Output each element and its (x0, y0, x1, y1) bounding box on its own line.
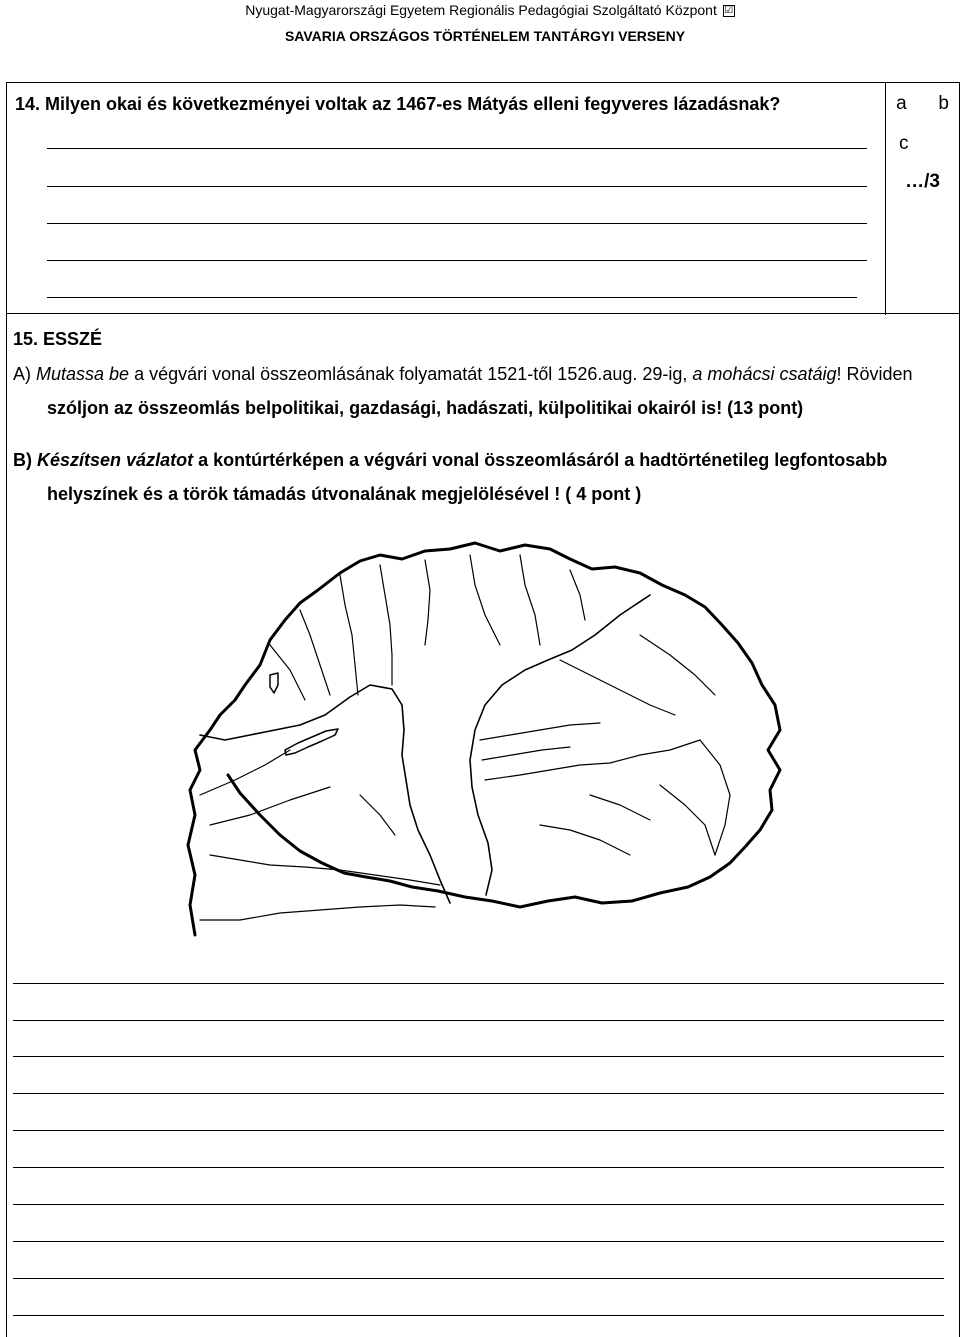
answer-line[interactable] (47, 223, 867, 224)
task-b-line2: helyszínek és a török támadás útvonalának megjelölésével ! ( 4 pont ) (47, 484, 642, 504)
score-b: b (938, 93, 949, 114)
answer-line[interactable] (47, 186, 867, 187)
task-a-emph1: Mutassa be (36, 364, 130, 384)
task-b-emph1: Készítsen vázlatot (37, 450, 194, 470)
institution-header (0, 2, 960, 18)
question-14-box (6, 82, 960, 315)
essay-title (13, 329, 102, 350)
answer-line[interactable] (47, 148, 867, 149)
checkbox-icon: ☑ (724, 5, 734, 17)
score-c: c (899, 133, 909, 154)
score-ab (886, 93, 959, 115)
task-a-emph2: a mohácsi csatáig (692, 364, 837, 384)
essay-answer-line[interactable] (13, 1020, 944, 1021)
essay-title-text: 15. ESSZÉ (13, 329, 103, 349)
essay-answer-line[interactable] (13, 1315, 944, 1316)
task-a-line2: szóljon az összeomlás belpolitikai, gazdasági, hadászati, külpolitikai okairól is! (13 pont) (47, 398, 804, 418)
essay-answer-line[interactable] (13, 983, 944, 984)
institution-name: Nyugat-Magyarországi Egyetem Regionális Pedagógiai Szolgáltató Központ (245, 2, 717, 18)
task-a-text1: a végvári vonal összeomlásának folyamatát 1521-től 1526.aug. 29-ig, (129, 364, 693, 384)
answer-line[interactable] (47, 260, 867, 261)
task-a-text2: ! Röviden (836, 364, 913, 384)
task-b-label: B) (13, 450, 32, 470)
question-14-text: 14. Milyen okai és következményei voltak az 1467-es Mátyás elleni fegyveres lázadásnak? (15, 94, 781, 114)
competition-title: SAVARIA ORSZÁGOS TÖRTÉNELEM TANTÁRGYI VERSENY (284, 28, 686, 44)
task-a-label: A) (13, 364, 31, 384)
essay-answer-line[interactable] (13, 1204, 944, 1205)
task-b-text1: a kontúrtérképen a végvári vonal összeomlásáról a hadtörténetileg legfontosabb (193, 450, 888, 470)
contour-map-hungary-icon[interactable] (140, 525, 820, 950)
essay-answer-line[interactable] (13, 1130, 944, 1131)
answer-line[interactable] (47, 297, 857, 298)
task-b-line1 (13, 450, 887, 471)
essay-answer-line[interactable] (13, 1093, 944, 1094)
essay-answer-line[interactable] (13, 1167, 944, 1168)
score-box (885, 82, 960, 315)
essay-answer-line[interactable] (13, 1056, 944, 1057)
essay-answer-line[interactable] (13, 1241, 944, 1242)
essay-answer-line[interactable] (13, 1278, 944, 1279)
task-a-line1 (13, 364, 913, 385)
score-points: …/3 (905, 171, 940, 192)
score-a: a (896, 93, 907, 114)
